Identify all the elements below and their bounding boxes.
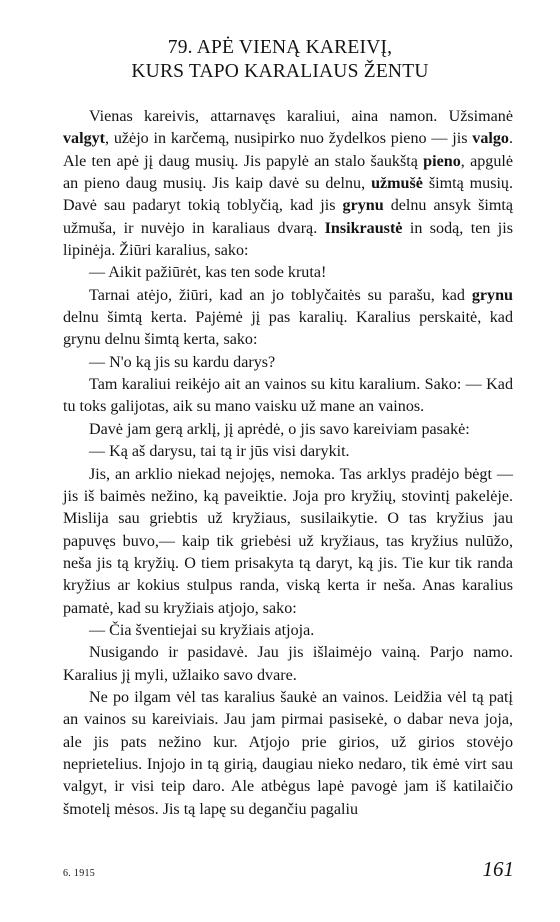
paragraph — [63, 464, 513, 620]
dialogue-line — [63, 352, 513, 374]
text-run: Ne po ilgam vėl tas karalius šaukė an vainos. Leidžia vėl tą patį an vainos su kareiviais. Jau jam pirmai pasisekė, o dabar neva joja, ale jis pats nežino kur. Atjojo prie girios, už girios stovėjo neprietelius. Injojo in tą girią, daugiau nieko nedaro, tik ėmė virt sau valgyt, ir visi teip daro. Ale atbėgus lapė pavogė jam iš katilaičio šmotelį mėsos. Jis tą lapę su degančiu pagaliu — [63, 688, 513, 818]
bold-word: pieno — [423, 152, 461, 170]
text-run: — N'o ką jis su kardu darys? — [89, 353, 276, 371]
bold-word: užmušė — [371, 175, 423, 193]
bold-word: valgo — [472, 130, 509, 148]
bold-word: Insikraustė — [324, 219, 403, 237]
dialogue-line — [63, 262, 513, 284]
paragraph — [63, 285, 513, 352]
text-run: Tarnai atėjo, žiūri, kad an jo toblyčaitės su parašu, kad — [89, 286, 472, 304]
text-run: delnu ansyk šimtą užmuša, ir nuvėjo in karaliaus dvarą. — [63, 197, 513, 237]
text-run: Tam karaliui reikėjo ait an vainos su kitu karalium. Sako: — Kad tu toks galijotas, aik su mano vaisku už mane an vainos. — [63, 376, 513, 416]
paragraph — [63, 642, 513, 687]
bold-word: grynu — [342, 197, 384, 215]
story-body — [63, 106, 513, 821]
bold-word: valgyt — [63, 130, 106, 148]
text-run: Jis, an arklio niekad nejojęs, nemoka. Tas arklys pradėjo bėgt — jis iš baimės nežino, ką paveiktie. Joja pro kryžių, stovintį pakelėje. Mislija sau griebtis už kryžiaus, susilaikytie. O tas kryžius jau papuvęs buvo,— kaip tik griebėsi už kryžiaus, tas kryžius nulūžo, neša jis tą kryžių. O tiem prisakyta tą daryt, ką jis. Tie kur tik randa kryžius ar kokius stulpus randa, viską kerta ir neša. Anas karalius pamatė, kad su kryžiais atjojo, sako: — [63, 465, 513, 617]
dialogue-line — [63, 441, 513, 463]
text-run: — Čia šventiejai su kryžiais atjoja. — [89, 621, 315, 639]
text-run: Davė jam gerą arklį, jį aprėdė, o jis savo kareiviam pasakė: — [89, 420, 470, 438]
text-run: — Ką aš darysu, tai tą ir jūs visi darykit. — [89, 443, 350, 461]
text-run: šimtą musių. Davė sau padaryt tokią toblyčią, kad jis — [63, 175, 513, 215]
bold-word: grynu — [471, 286, 513, 304]
signature-mark: 6. 1915 — [63, 868, 96, 879]
text-run: delnu šimtą kerta. Pajėmė jį pas karalių. Karalius perskaitė, kad grynu delnu šimtą kerta, sako: — [63, 309, 513, 349]
text-run: Nusigando ir pasidavė. Jau jis išlaimėjo vainą. Parjo namo. Karalius jį myli, užlaiko savo dvare. — [63, 644, 513, 684]
text-run: Vienas kareivis, attarnavęs karaliui, aina namon. Užsimanė — [89, 108, 513, 125]
page-title — [0, 36, 560, 84]
paragraph — [63, 106, 513, 262]
paragraph — [63, 374, 513, 419]
title-line-1: 79. APĖ VIENĄ KAREIVĮ, — [167, 37, 393, 58]
dialogue-line — [63, 620, 513, 642]
text-run: — Aikit pažiūrėt, kas ten sode kruta! — [89, 264, 327, 282]
title-line-2: KURS TAPO KARALIAUS ŽENTU — [131, 61, 429, 82]
text-run: , užėjo in karčemą, nusipirko nuo žydelkos pieno — jis — [105, 130, 473, 148]
paragraph — [63, 687, 513, 821]
text-run: in sodą, ten jis lipinėja. Žiūri karalius, sako: — [63, 219, 513, 260]
text-run: . Ale ten apė jį daug musių. Jis papylė an stalo šaukštą — [63, 130, 513, 170]
text-run: , apgulė an pieno daug musių. Jis kaip davė su delnu, — [63, 152, 513, 193]
paragraph — [63, 419, 513, 441]
page-number: 161 — [482, 857, 514, 881]
